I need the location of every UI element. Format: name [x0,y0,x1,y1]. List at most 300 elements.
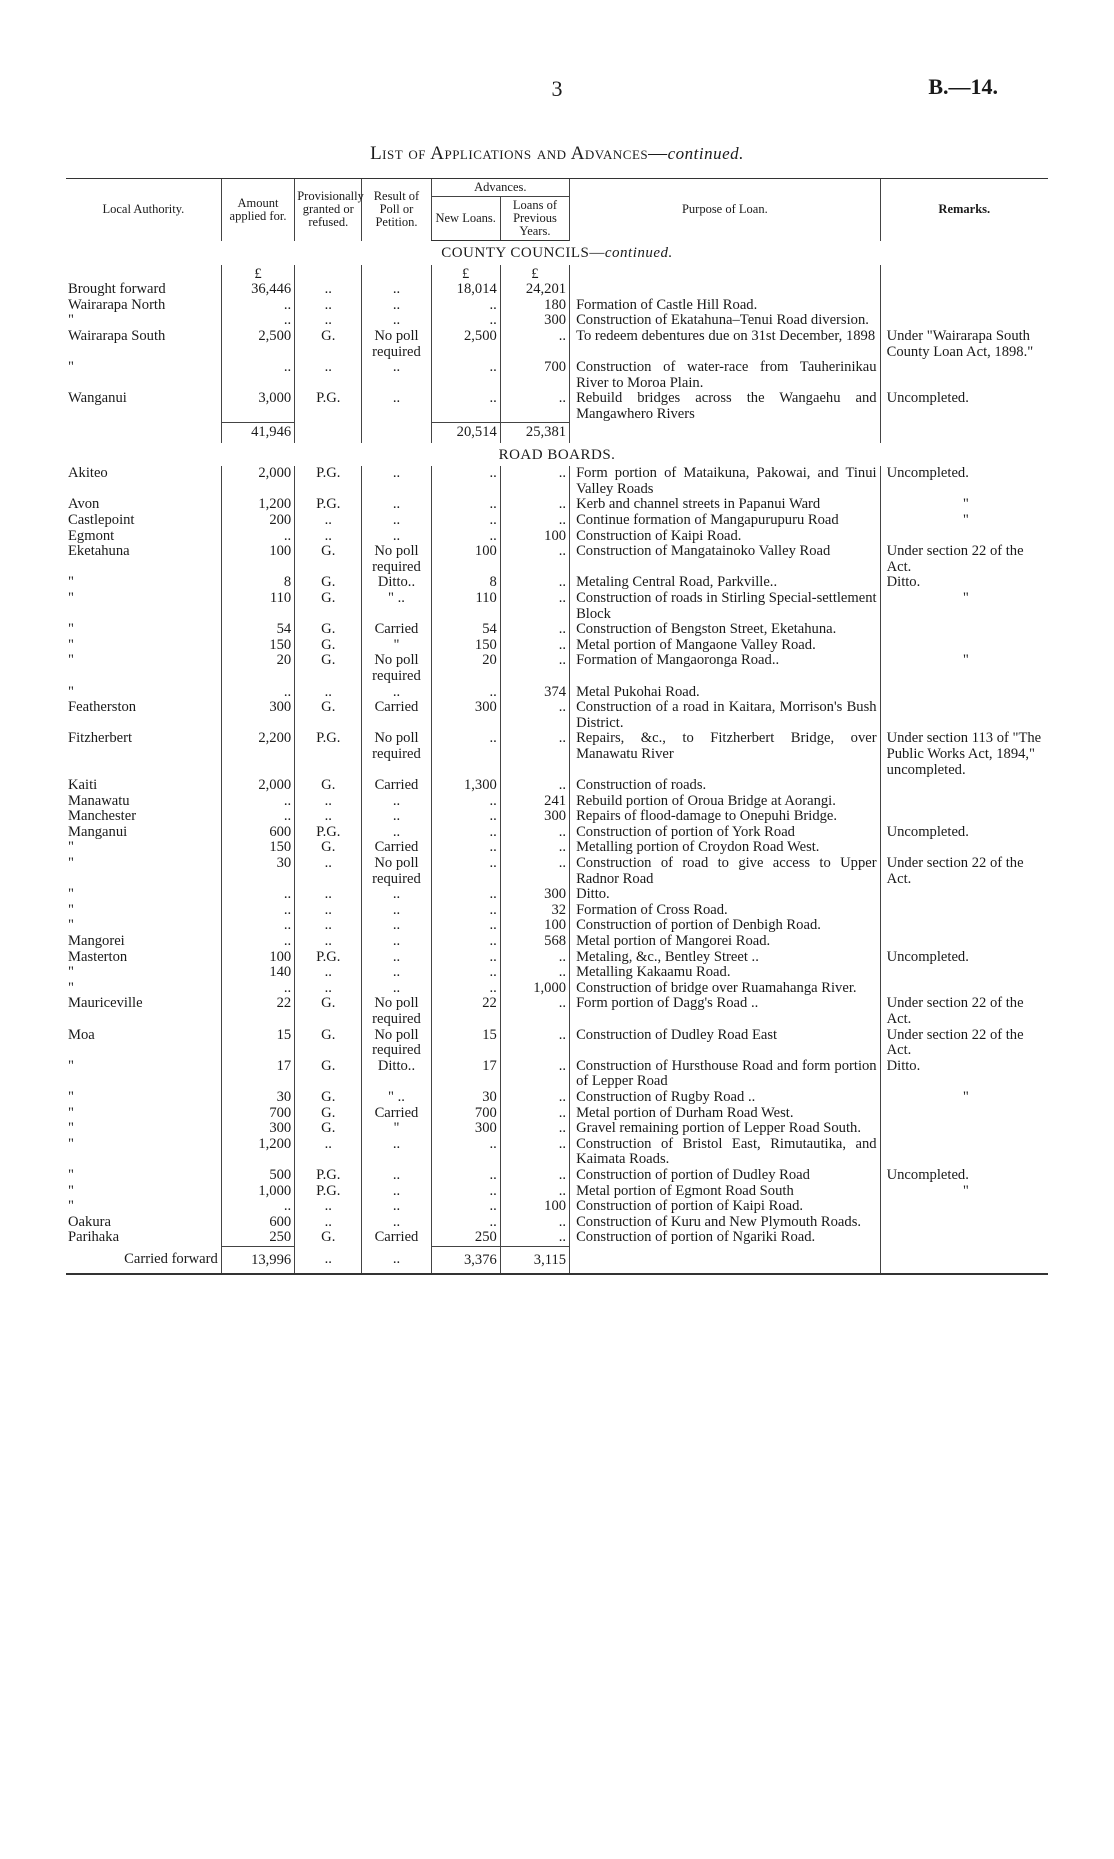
county-row [66,329,1048,360]
result-cell: .. [362,965,431,981]
remarks-cell [880,700,1048,731]
carried-result-cell: .. [362,1246,431,1273]
purpose-cell: Metal portion of Egmont Road South [570,1184,881,1200]
authority-cell: " [68,1182,74,1199]
road-board-row [66,981,1048,997]
authority-cell: Manawatu [68,792,130,809]
road-board-row [66,778,1048,794]
remarks-cell: Under section 22 of the Act. [880,1028,1048,1059]
purpose-cell: Metal Pukohai Road. [570,685,881,701]
carried-amount-cell: 13,996 [221,1246,294,1273]
purpose-cell: Construction of portion of Dudley Road [570,1168,881,1184]
new-loans-cell: 110 [431,591,500,622]
purpose-cell: Construction of Ekatahuna–Tenui Road diversion. [570,313,881,329]
new-loans-cell: .. [431,731,500,778]
purpose-cell: Form portion of Mataikuna, Pakowai, and Tinui Valley Roads [570,466,881,497]
carried-forward-label: Carried forward [66,1246,221,1273]
purpose-cell: Construction of water-race from Tauherinikau River to Moroa Plain. [570,360,881,391]
amount-cell: 250 [221,1230,294,1246]
road-board-row [66,856,1048,887]
amount-cell: .. [221,903,294,919]
road-board-row [66,1137,1048,1168]
provisional-cell: P.G. [295,466,362,497]
amount-cell: 36,446 [221,282,294,298]
amount-cell: 200 [221,513,294,529]
previous-loans-cell: .. [500,1184,569,1200]
purpose-cell: Construction of portion of Ngariki Road. [570,1230,881,1246]
road-board-row [66,544,1048,575]
remarks-cell [880,360,1048,391]
remarks-cell [880,887,1048,903]
new-loans-cell: .. [431,391,500,422]
result-cell: .. [362,903,431,919]
result-cell: .. [362,513,431,529]
amount-cell: .. [221,529,294,545]
previous-loans-cell: .. [500,391,569,422]
remarks-cell [880,638,1048,654]
previous-loans-cell: .. [500,1230,569,1246]
new-loans-cell: .. [431,1168,500,1184]
purpose-cell: Metal portion of Mangorei Road. [570,934,881,950]
purpose-cell: Construction of Kuru and New Plymouth Roads. [570,1215,881,1231]
purpose-cell: Form portion of Dagg's Road .. [570,996,881,1027]
result-cell: No poll required [362,731,431,778]
road-board-row [66,903,1048,919]
amount-cell: 2,000 [221,466,294,497]
result-cell: .. [362,685,431,701]
previous-loans-cell: 100 [500,529,569,545]
road-board-row [66,840,1048,856]
previous-loans-cell: .. [500,638,569,654]
amount-cell: 600 [221,825,294,841]
amount-cell: 110 [221,591,294,622]
result-cell: No poll required [362,653,431,684]
provisional-cell: G. [295,1059,362,1090]
road-board-row [66,965,1048,981]
result-cell: Carried [362,700,431,731]
purpose-cell: Construction of portion of York Road [570,825,881,841]
amount-cell: 100 [221,544,294,575]
previous-loans-cell: .. [500,513,569,529]
result-cell: .. [362,529,431,545]
result-cell: No poll required [362,856,431,887]
authority-cell: Manchester [68,808,137,825]
purpose-cell: Construction of bridge over Ruamahanga River. [570,981,881,997]
previous-loans-cell: 100 [500,918,569,934]
section-heading-row [66,443,1048,467]
result-cell: .. [362,794,431,810]
provisional-cell: .. [295,282,362,298]
header-purpose: Purpose of Loan. [570,179,881,241]
new-loans-cell: .. [431,513,500,529]
road-board-row [66,950,1048,966]
purpose-cell: Gravel remaining portion of Lepper Road South. [570,1121,881,1137]
purpose-cell: Rebuild bridges across the Wangaehu and Mangawhero Rivers [570,391,881,422]
road-board-row [66,825,1048,841]
amount-cell: 54 [221,622,294,638]
provisional-cell: .. [295,1137,362,1168]
provisional-cell: .. [295,903,362,919]
provisional-cell: .. [295,856,362,887]
result-cell: No poll required [362,329,431,360]
header-result-poll: Result of Poll or Petition. [362,179,431,241]
authority-cell: " [68,1198,74,1215]
new-loans-cell: .. [431,298,500,314]
authority-cell: " [68,1057,74,1074]
provisional-cell: G. [295,996,362,1027]
result-cell: .. [362,466,431,497]
new-loans-cell: .. [431,856,500,887]
authority-cell: Oakura [68,1213,111,1230]
provisional-cell: P.G. [295,391,362,422]
road-board-row [66,1230,1048,1246]
authority-cell: " [68,901,74,918]
remarks-cell: " [880,1184,1048,1200]
new-loans-cell: 100 [431,544,500,575]
road-board-row [66,1090,1048,1106]
remarks-cell [880,298,1048,314]
provisional-cell: G. [295,1230,362,1246]
remarks-cell [880,622,1048,638]
previous-loans-cell: .. [500,856,569,887]
remarks-cell: Under section 22 of the Act. [880,544,1048,575]
previous-loans-cell: 300 [500,887,569,903]
remarks-cell: Uncompleted. [880,1168,1048,1184]
remarks-cell: Uncompleted. [880,391,1048,422]
new-loans-cell: 15 [431,1028,500,1059]
new-loans-cell: .. [431,825,500,841]
previous-loans-cell: .. [500,329,569,360]
result-cell: Ditto.. [362,1059,431,1090]
authority-cell: Wairarapa South [68,327,166,344]
provisional-cell: .. [295,1215,362,1231]
new-loans-cell: 700 [431,1106,500,1122]
remarks-cell: Under "Wairarapa South County Loan Act, 1898." [880,329,1048,360]
provisional-cell: G. [295,840,362,856]
title-suffix: continued. [667,144,744,163]
new-loans-cell: .. [431,497,500,513]
provisional-cell: .. [295,934,362,950]
result-cell: Carried [362,622,431,638]
purpose-cell: Construction of portion of Denbigh Road. [570,918,881,934]
purpose-cell: Construction of roads in Stirling Special-settlement Block [570,591,881,622]
result-cell: Carried [362,840,431,856]
purpose-cell: Construction of Mangatainoko Valley Road [570,544,881,575]
purpose-cell: Metaling, &c., Bentley Street .. [570,950,881,966]
provisional-cell: .. [295,513,362,529]
new-loans-cell: .. [431,1184,500,1200]
purpose-cell: Repairs of flood-damage to Onepuhi Bridge. [570,809,881,825]
authority-cell: Egmont [68,527,115,544]
new-loans-cell: .. [431,965,500,981]
county-row [66,313,1048,329]
header-amount-applied: Amount applied for. [221,179,294,241]
previous-loans-cell: 568 [500,934,569,950]
provisional-cell: P.G. [295,497,362,513]
amount-cell: 500 [221,1168,294,1184]
road-board-row [66,934,1048,950]
remarks-cell: " [880,497,1048,513]
result-cell: .. [362,1168,431,1184]
previous-loans-cell: 180 [500,298,569,314]
previous-loans-cell: .. [500,1028,569,1059]
authority-cell: " [68,636,74,653]
amount-cell: 300 [221,700,294,731]
provisional-cell: G. [295,1028,362,1059]
new-loans-cell: .. [431,1137,500,1168]
authority-cell: " [68,359,74,376]
previous-loans-cell: 700 [500,360,569,391]
remarks-cell [880,778,1048,794]
result-cell: Ditto.. [362,575,431,591]
amount-cell: 30 [221,1090,294,1106]
provisional-cell: G. [295,622,362,638]
remarks-cell [880,934,1048,950]
carried-previous-cell: 3,115 [500,1246,569,1273]
authority-cell: " [68,979,74,996]
authority-cell: " [68,855,74,872]
remarks-cell: Uncompleted. [880,825,1048,841]
amount-cell: 140 [221,965,294,981]
purpose-cell: Continue formation of Mangapurupuru Road [570,513,881,529]
document-code: B.—14. [928,74,998,99]
previous-loans-cell: 100 [500,1199,569,1215]
amount-cell: .. [221,809,294,825]
header-provisionally: Provisionally granted or refused. [295,179,362,241]
county-row [66,360,1048,391]
title-prefix: List of Applications and Advances— [370,143,668,164]
authority-cell: Wairarapa North [68,296,166,313]
remarks-cell [880,794,1048,810]
provisional-cell: .. [295,1199,362,1215]
previous-loans-cell: .. [500,466,569,497]
purpose-cell: To redeem debentures due on 31st December, 1898 [570,329,881,360]
provisional-cell: P.G. [295,825,362,841]
road-board-row [66,1121,1048,1137]
new-loans-cell: .. [431,934,500,950]
remarks-cell: Uncompleted. [880,466,1048,497]
result-cell: .. [362,934,431,950]
previous-loans-cell: .. [500,622,569,638]
provisional-cell: G. [295,653,362,684]
result-cell: .. [362,809,431,825]
road-board-row [66,700,1048,731]
remarks-cell [880,313,1048,329]
result-cell: .. [362,950,431,966]
remarks-cell: Ditto. [880,575,1048,591]
remarks-cell [880,1199,1048,1215]
previous-loans-cell: 300 [500,809,569,825]
amount-cell: 1,000 [221,1184,294,1200]
road-board-row [66,513,1048,529]
remarks-cell [880,282,1048,298]
purpose-cell: Metalling Kakaamu Road. [570,965,881,981]
remarks-cell [880,685,1048,701]
previous-loans-cell: .. [500,1106,569,1122]
section-heading-row [66,241,1048,265]
purpose-cell: Formation of Mangaoronga Road.. [570,653,881,684]
amount-cell: .. [221,1199,294,1215]
authority-cell: Fitzherbert [68,730,133,747]
amount-cell: 150 [221,638,294,654]
amount-cell: .. [221,934,294,950]
purpose-cell: Construction of Dudley Road East [570,1028,881,1059]
provisional-cell: .. [295,685,362,701]
new-loans-cell: .. [431,887,500,903]
new-loans-cell: 18,014 [431,282,500,298]
authority-cell: Eketahuna [68,543,130,560]
provisional-cell: P.G. [295,731,362,778]
road-board-row [66,1168,1048,1184]
total-new-cell: 20,514 [431,423,500,443]
provisional-cell: .. [295,794,362,810]
result-cell: " [362,1121,431,1137]
provisional-cell: G. [295,544,362,575]
authority-cell: Featherston [68,699,137,716]
authority-cell: " [68,683,74,700]
remarks-cell [880,1137,1048,1168]
result-cell: .. [362,1199,431,1215]
amount-cell: 20 [221,653,294,684]
provisional-cell: G. [295,329,362,360]
authority-cell: Brought forward [68,281,166,298]
previous-loans-cell: 374 [500,685,569,701]
road-board-row [66,1106,1048,1122]
previous-loans-cell: 1,000 [500,981,569,997]
purpose-cell: Formation of Cross Road. [570,903,881,919]
provisional-cell: G. [295,1106,362,1122]
currency-symbol: £ [500,265,569,283]
new-loans-cell: .. [431,313,500,329]
provisional-cell: .. [295,809,362,825]
authority-cell: " [68,886,74,903]
new-loans-cell: 300 [431,1121,500,1137]
amount-cell: 17 [221,1059,294,1090]
authority-cell: " [68,839,74,856]
result-cell: .. [362,313,431,329]
road-board-row [66,1184,1048,1200]
authority-cell: " [68,621,74,638]
authority-cell: " [68,589,74,606]
road-board-row [66,887,1048,903]
new-loans-cell: .. [431,794,500,810]
result-cell: " .. [362,591,431,622]
provisional-cell: P.G. [295,1184,362,1200]
new-loans-cell: .. [431,529,500,545]
provisional-cell: .. [295,981,362,997]
previous-loans-cell: .. [500,1090,569,1106]
purpose-cell: Metal portion of Durham Road West. [570,1106,881,1122]
new-loans-cell: 250 [431,1230,500,1246]
authority-cell: Mauriceville [68,995,143,1012]
result-cell: " [362,638,431,654]
result-cell: .. [362,918,431,934]
remarks-cell: Uncompleted. [880,950,1048,966]
authority-cell: " [68,1088,74,1105]
new-loans-cell: .. [431,360,500,391]
new-loans-cell: 8 [431,575,500,591]
new-loans-cell: 54 [431,622,500,638]
amount-cell: .. [221,981,294,997]
amount-cell: 150 [221,840,294,856]
remarks-cell [880,918,1048,934]
authority-cell: Mangorei [68,933,125,950]
previous-loans-cell: .. [500,544,569,575]
previous-loans-cell: .. [500,575,569,591]
result-cell: Carried [362,1106,431,1122]
authority-cell: Moa [68,1026,95,1043]
purpose-cell: Construction of Hursthouse Road and form portion of Lepper Road [570,1059,881,1090]
remarks-cell: " [880,653,1048,684]
amount-cell: 300 [221,1121,294,1137]
new-loans-cell: .. [431,840,500,856]
road-board-row [66,591,1048,622]
purpose-cell: Construction of road to give access to Upper Radnor Road [570,856,881,887]
authority-cell: Castlepoint [68,512,135,528]
purpose-cell: Construction of Bristol East, Rimutautika, and Kaimata Roads. [570,1137,881,1168]
road-board-row [66,466,1048,497]
road-board-row [66,638,1048,654]
road-board-row [66,731,1048,778]
new-loans-cell: .. [431,918,500,934]
purpose-cell [570,282,881,298]
road-board-row [66,918,1048,934]
result-cell: .. [362,497,431,513]
new-loans-cell: .. [431,1215,500,1231]
purpose-cell: Ditto. [570,887,881,903]
remarks-cell: Under section 22 of the Act. [880,856,1048,887]
currency-symbol: £ [431,265,500,283]
new-loans-cell: .. [431,1199,500,1215]
purpose-cell: Kerb and channel streets in Papanui Ward [570,497,881,513]
result-cell: No poll required [362,996,431,1027]
road-board-row [66,575,1048,591]
result-cell: .. [362,360,431,391]
result-cell: Carried [362,778,431,794]
authority-cell: Manganui [68,823,128,840]
amount-cell: 2,000 [221,778,294,794]
result-cell: No poll required [362,1028,431,1059]
road-board-row [66,1059,1048,1090]
provisional-cell: .. [295,529,362,545]
provisional-cell: P.G. [295,950,362,966]
amount-cell: .. [221,887,294,903]
previous-loans-cell: .. [500,950,569,966]
amount-cell: .. [221,313,294,329]
new-loans-cell: 20 [431,653,500,684]
previous-loans-cell: .. [500,1215,569,1231]
road-board-row [66,622,1048,638]
applications-table [66,178,1048,1275]
remarks-cell [880,529,1048,545]
provisional-cell: G. [295,638,362,654]
authority-cell: " [68,652,74,669]
remarks-cell [880,1230,1048,1246]
carried-prov-cell: .. [295,1246,362,1273]
new-loans-cell: 2,500 [431,329,500,360]
page-title [0,143,1114,165]
previous-loans-cell: .. [500,1121,569,1137]
remarks-cell: Ditto. [880,1059,1048,1090]
purpose-cell: Construction of portion of Kaipi Road. [570,1199,881,1215]
road-board-row [66,1199,1048,1215]
road-board-row [66,497,1048,513]
new-loans-cell: .. [431,809,500,825]
previous-loans-cell: .. [500,825,569,841]
authority-cell: Akiteo [68,465,108,482]
authority-cell: " [68,1120,74,1137]
header-advances: Advances. [431,179,569,197]
